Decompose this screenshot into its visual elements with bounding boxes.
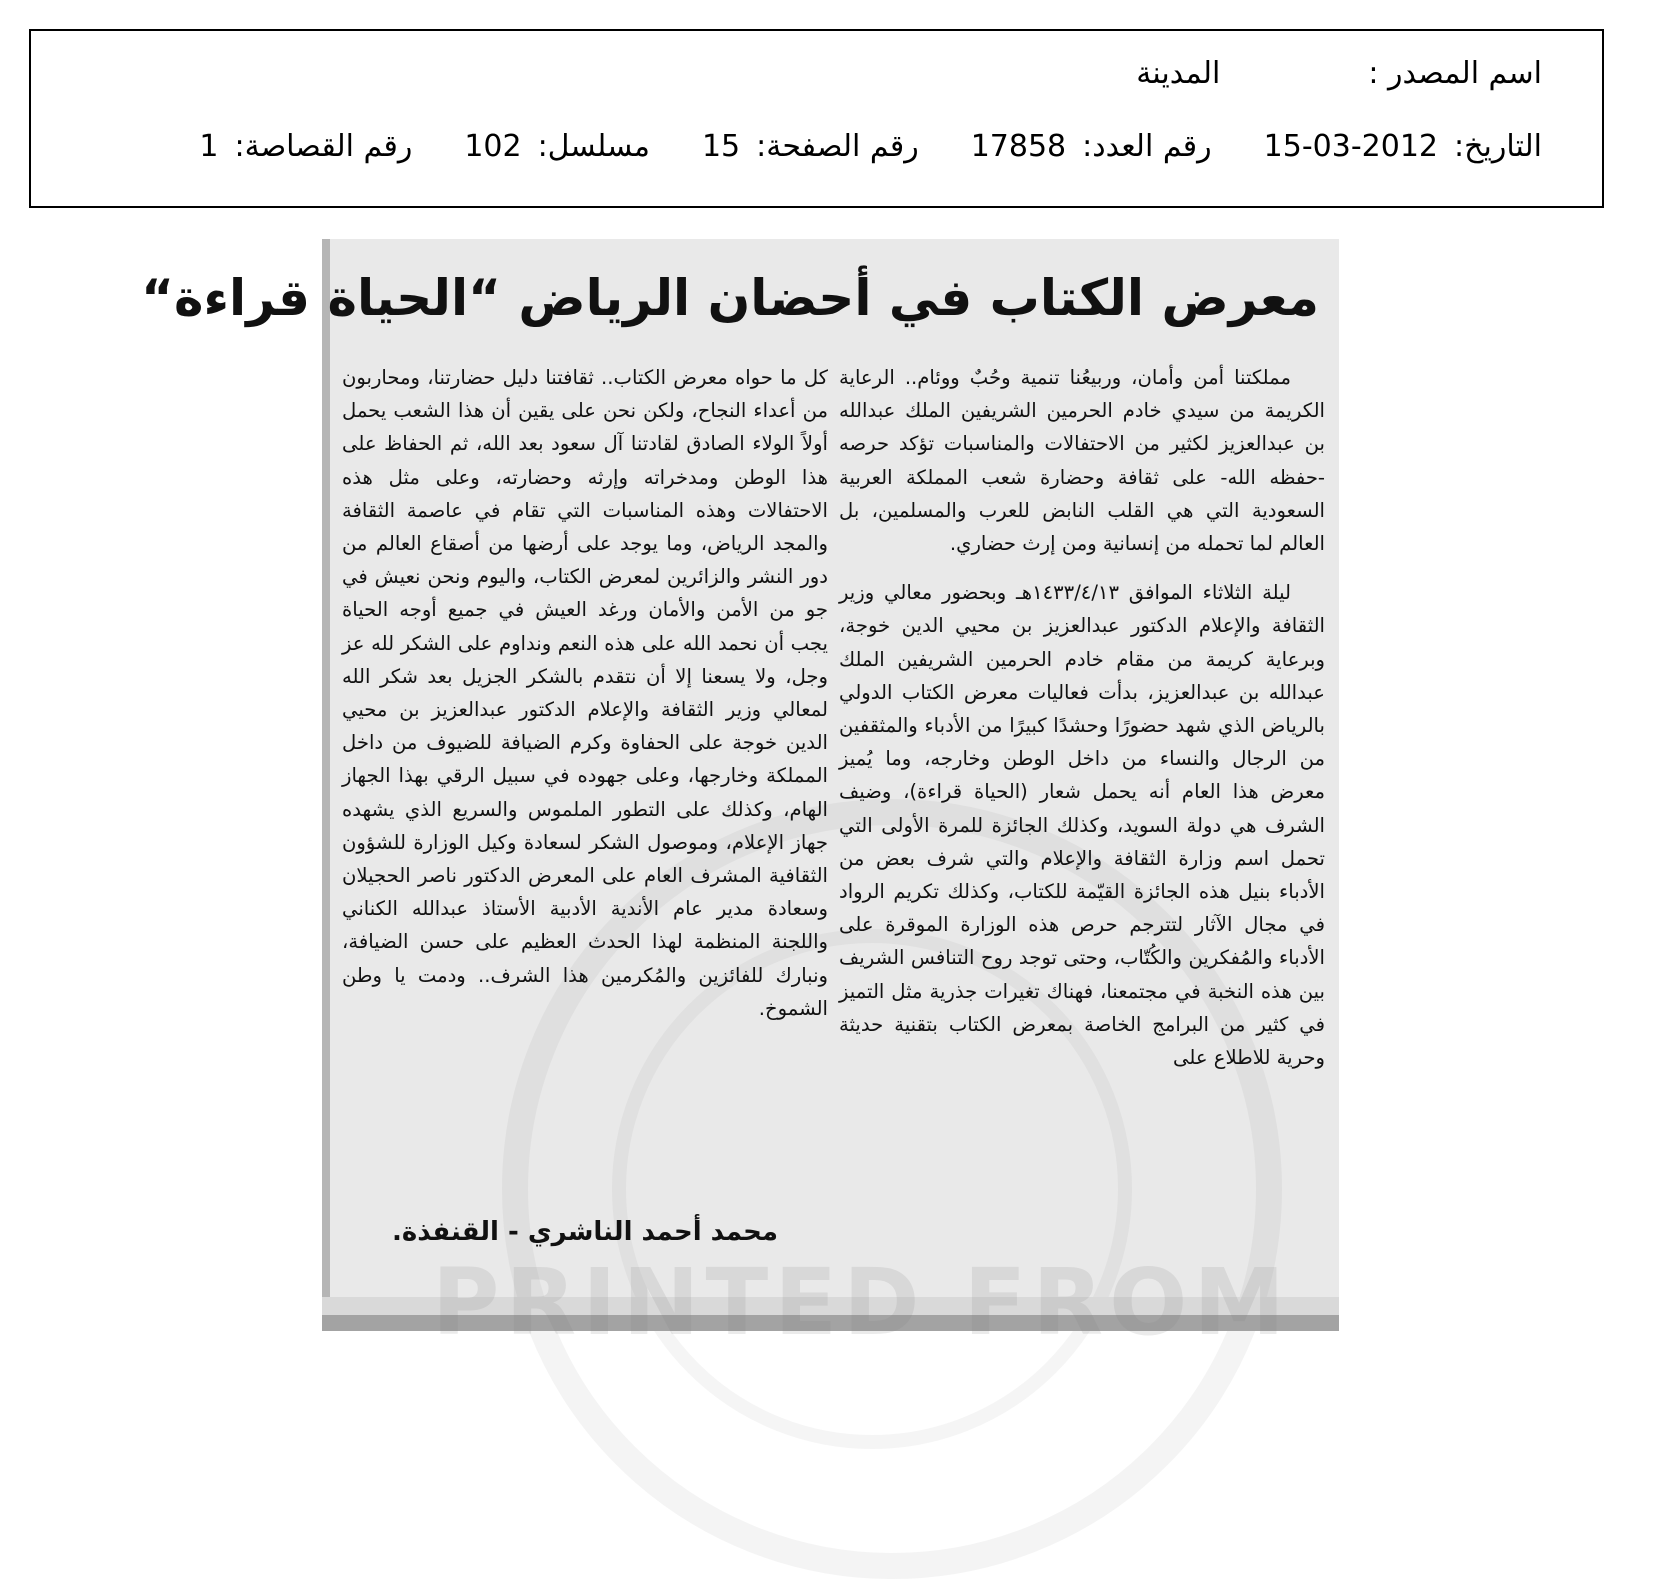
clip-number-value: 1 [199, 129, 219, 164]
page-label: رقم الصفحة: [756, 129, 919, 164]
issue-value: 17858 [970, 129, 1067, 164]
article-headline: معرض الكتاب في أحضان الرياض “الحياة قراءة“ [141, 269, 1319, 327]
source-label: اسم المصدر : [1368, 56, 1542, 91]
article-column-right [839, 361, 1325, 1074]
source-value: المدينة [1136, 56, 1221, 91]
issue-label: رقم العدد: [1082, 129, 1212, 164]
clip-number-label: رقم القصاصة: [234, 129, 413, 164]
date-label: التاريخ: [1454, 129, 1542, 164]
article-column-left [342, 361, 828, 1025]
serial-value: 102 [464, 129, 522, 164]
clipping-metadata-box [29, 29, 1604, 208]
details-line [199, 129, 1542, 164]
newspaper-clipping [141, 239, 1339, 1356]
article-paragraph: ليلة الثلاثاء الموافق ١٤٣٣/٤/١٣هـ وبحضور معالي وزير الثقافة والإعلام الدكتور عبدالعزيز بن محيي الدين خوجة، وبرعاية كريمة من مقام خادم الحرمين الشريفين الملك عبدالله بن عبدالعزيز، بدأت فعاليات معرض الكتاب الدولي بالرياض الذي شهد حضورًا وحشدًا كبيرًا من الأدباء والمثقفين من الرجال والنساء من داخل الوطن وخارجه، وما يُميز معرض هذا العام أنه يحمل شعار (الحياة قراءة)، وضيف الشرف هي دولة السويد، وكذلك الجائزة للمرة الأولى التي تحمل اسم وزارة الثقافة والإعلام والتي شرف بعض من الأدباء بنيل هذه الجائزة القيّمة للكتاب، وكذلك تكريم الرواد في مجال الآثار لتترجم حرص هذه الوزارة الموقرة على الأدباء والمُفكرين والكُتّاب، وحتى توجد روح التنافس الشريف بين هذه النخبة في مجتمعنا، فهناك تغيرات جذرية مثل التميز في كثير من البرامج الخاصة بمعرض الكتاب بتقنية حديثة وحرية للاطلاع على [839, 581, 1325, 1070]
source-line [1136, 56, 1542, 91]
clipping-edge-bar [322, 239, 330, 1297]
watermark-text: PRINTED FROM [432, 1249, 1291, 1356]
page-value: 15 [701, 129, 741, 164]
date-value: 2012-03-15 [1263, 129, 1439, 164]
article-paragraph: كل ما حواه معرض الكتاب.. ثقافتنا دليل حضارتنا، ومحاربون من أعداء النجاح، ولكن نحن على يقين أن هذا الشعب يحمل أولاً الولاء الصادق لقادتنا آل سعود بعد الله، ثم الحفاظ على هذا الوطن ومدخراته وإرثه وحضارته، وعلى مثل هذه الاحتفالات وهذه المناسبات التي تقام في عاصمة الثقافة والمجد الرياض، وما يوجد على أرضها من أصقاع العالم من دور النشر والزائرين لمعرض الكتاب، واليوم ونحن نعيش في جو من الأمن والأمان ورغد العيش في جميع أوجه الحياة يجب أن نحمد الله على هذه النعم ونداوم على الشكر لله عز وجل، ولا يسعنا إلا أن نتقدم بالشكر الجزيل بعد شكر الله لمعالي وزير الثقافة والإعلام الدكتور عبدالعزيز بن محيي الدين خوجة على الحفاوة وكرم الضيافة للضيوف من داخل المملكة وخارجها، وعلى جهوده في سبيل الرقي بهذا الجهاز الهام، وكذلك على التطور الملموس والسريع الذي يشهده جهاز الإعلام، وموصول الشكر لسعادة وكيل الوزارة للشؤون الثقافية المشرف العام على المعرض الدكتور ناصر الحجيلان وسعادة مدير عام الأندية الأدبية الأستاذ عبدالله الكناني واللجنة المنظمة لهذا الحدث العظيم على حسن الضيافة، ونبارك للفائزين والمُكرمين هذا الشرف.. ودمت يا وطن الشموخ. [342, 366, 828, 1020]
article-paragraph: مملكتنا أمن وأمان، وربيعُنا تنمية وحُبٌ ووئام.. الرعاية الكريمة من سيدي خادم الحرمين الشريفين الملك عبدالله بن عبدالعزيز لكثير من الاحتفالات والمناسبات تؤكد حرصه -حفظه الله- على ثقافة وحضارة شعب المملكة العربية السعودية التي هي القلب النابض للعرب والمسلمين، بل العالم لما تحمله من إنسانية ومن إرث حضاري. [839, 366, 1325, 556]
article-signature: محمد أحمد الناشري - القنفذة. [392, 1217, 778, 1247]
serial-label: مسلسل: [537, 129, 650, 164]
